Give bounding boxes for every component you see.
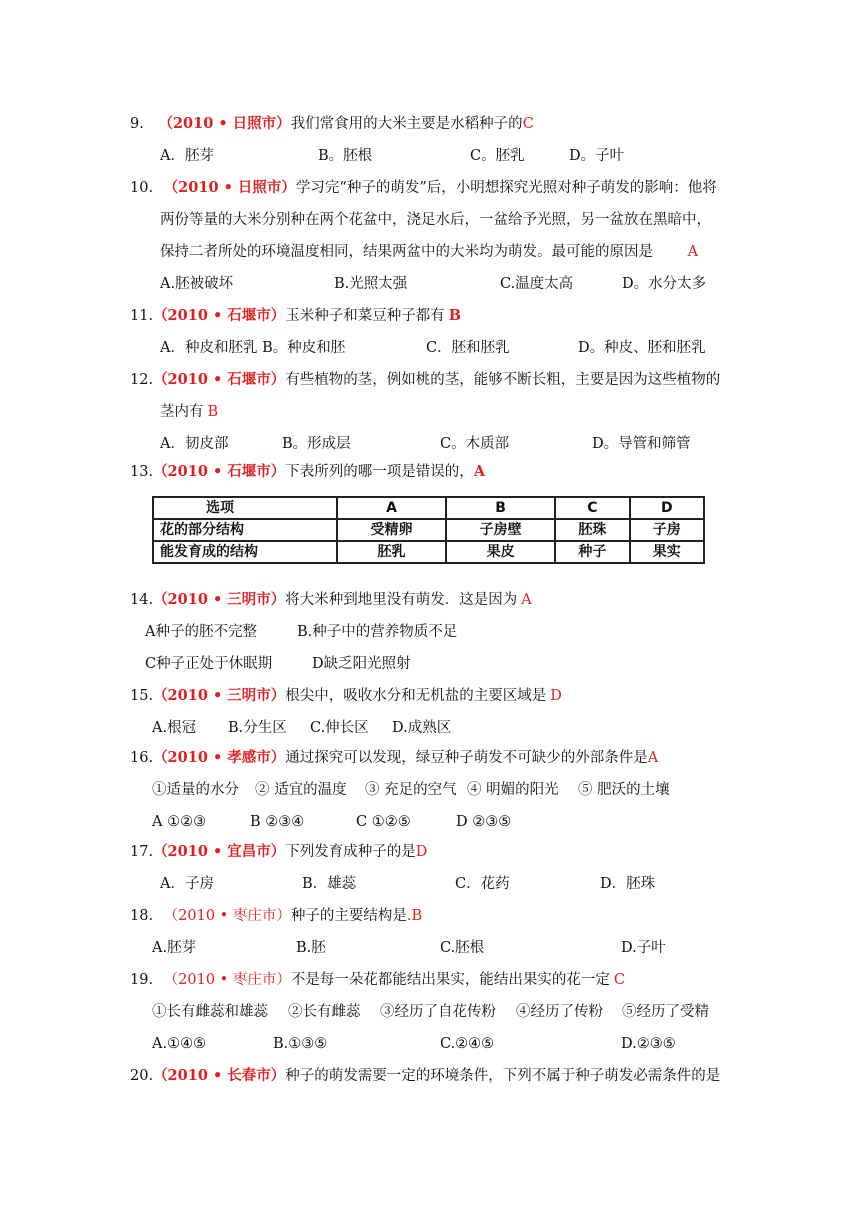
option: C种子正处于休眠期 — [145, 656, 273, 672]
option: A种子的胚不完整 — [145, 624, 257, 640]
question-stem: 种子的主要结构是 — [290, 908, 407, 924]
option: D ②③⑤ — [456, 814, 512, 830]
question-source: （2010 • 枣庄市） — [163, 972, 291, 988]
option: C.胚根 — [440, 940, 485, 956]
question-number: 17. — [130, 844, 154, 860]
table-cell: 子房 — [630, 519, 704, 541]
question-16 — [130, 748, 658, 768]
question-number: 12. — [130, 372, 154, 388]
question-number: 16. — [130, 750, 154, 766]
question-number: 15. — [130, 688, 154, 704]
option: B ②③④ — [250, 814, 305, 830]
answer: .B — [406, 908, 423, 924]
condition: ④ 明媚的阳光 — [467, 782, 559, 798]
question-stem: 下表所列的哪一项是错误的， — [285, 464, 474, 480]
question-number: 14. — [130, 592, 154, 608]
condition: ①长有雌蕊和雄蕊 — [152, 1004, 268, 1020]
answer: C — [522, 116, 534, 132]
question-10 — [130, 178, 717, 198]
question-15 — [130, 686, 562, 706]
question-source: （2010 • 日照市） — [158, 115, 291, 132]
option: A．胚芽 — [160, 148, 214, 164]
question-18 — [130, 906, 422, 926]
option: C ①②⑤ — [356, 814, 411, 830]
option: C．胚和胚乳 — [426, 340, 510, 356]
question-12 — [130, 370, 720, 390]
table-cell: 胚乳 — [337, 541, 446, 563]
table-cell: C — [555, 497, 629, 519]
question-stem: 将大米种到地里没有萌发．这是因为 — [285, 592, 518, 608]
option: D.子叶 — [621, 940, 666, 956]
question-stem: 根尖中，吸收水分和无机盐的主要区域是 — [285, 688, 547, 704]
option: C.温度太高 — [500, 276, 574, 292]
option: B。形成层 — [282, 436, 351, 452]
option: A.胚芽 — [152, 940, 197, 956]
answer: A — [473, 463, 486, 480]
table-cell: 胚珠 — [555, 519, 629, 541]
question-stem: 玉米种子和菜豆种子都有 — [285, 308, 445, 324]
option: B.光照太强 — [334, 276, 408, 292]
condition: ②长有雌蕊 — [288, 1004, 361, 1020]
question-source: （2010 • 石堰市） — [153, 307, 286, 324]
table-cell: A — [337, 497, 446, 519]
table-row — [153, 519, 704, 541]
question-stem-line-with-answer — [160, 242, 698, 262]
question-stem: 种子的萌发需要一定的环境条件，下列不属于种子萌发必需条件的是 — [285, 1068, 721, 1084]
question-source: （2010 • 枣庄市） — [163, 908, 291, 924]
answer: A — [687, 244, 699, 260]
question-stem: 通过探究可以发现，绿豆种子萌发不可缺少的外部条件是 — [285, 750, 648, 766]
answer: B — [448, 307, 462, 324]
question-13 — [130, 462, 485, 482]
table-cell: 果实 — [630, 541, 704, 563]
question-stem-line: 有些植物的茎，例如桃的茎，能够不断长粗，主要是因为这些植物的 — [285, 372, 721, 388]
option: C.②④⑤ — [440, 1036, 495, 1052]
question-source: （2010 • 石堰市） — [153, 463, 286, 480]
answer: A — [521, 592, 532, 608]
table-cell: 子房壁 — [446, 519, 555, 541]
table-row — [153, 541, 704, 563]
option: B。胚根 — [318, 148, 373, 164]
question-number: 20. — [130, 1068, 154, 1084]
option: C。胚乳 — [470, 148, 525, 164]
option: D。导管和筛管 — [592, 436, 691, 452]
table-cell: 能发育成的结构 — [153, 541, 337, 563]
option: A．种皮和胚乳 B。种皮和胚 — [160, 340, 346, 356]
option: A.胚被破坏 — [160, 276, 234, 292]
option: D。子叶 — [569, 148, 625, 164]
condition: ⑤ 肥沃的土壤 — [578, 782, 670, 798]
flower-structure-table — [152, 496, 705, 564]
question-source: （2010 • 三明市） — [153, 687, 286, 704]
condition: ④经历了传粉 — [516, 1004, 603, 1020]
condition: ③经历了自花传粉 — [380, 1004, 496, 1020]
table-cell: 种子 — [555, 541, 629, 563]
question-number: 19. — [130, 972, 154, 988]
question-source: （2010 • 石堰市） — [153, 371, 286, 388]
question-number: 9. — [130, 116, 144, 132]
question-number: 11. — [130, 308, 154, 324]
answer: D — [550, 688, 562, 704]
option: C．花药 — [455, 876, 510, 892]
option: C。木质部 — [440, 436, 510, 452]
question-17 — [130, 842, 427, 862]
question-stem-line: 两份等量的大米分别种在两个花盆中，浇足水后，一盆给予光照，另一盆放在黑暗中， — [160, 212, 711, 228]
option: D。水分太多 — [622, 276, 707, 292]
question-source: （2010 • 宜昌市） — [153, 843, 286, 860]
option: D．胚珠 — [600, 876, 656, 892]
question-stem: 我们常食用的大米主要是水稻种子的 — [290, 116, 523, 132]
table-cell: 受精卵 — [337, 519, 446, 541]
question-9 — [130, 114, 534, 134]
question-20 — [130, 1066, 720, 1086]
option: B．雄蕊 — [302, 876, 357, 892]
option: A.根冠 — [152, 720, 197, 736]
option: D缺乏阳光照射 — [312, 656, 411, 672]
question-number: 18. — [130, 908, 154, 924]
question-source: （2010 • 长春市） — [153, 1067, 286, 1084]
condition: ①适量的水分 — [152, 782, 239, 798]
table-row — [153, 497, 704, 519]
question-14 — [130, 590, 532, 610]
option: C.伸长区 — [310, 720, 369, 736]
question-stem-line: 保持二者所处的环境温度相同，结果两盆中的大米均为萌发。最可能的原因是 — [160, 244, 653, 260]
table-cell: 果皮 — [446, 541, 555, 563]
question-stem-line-with-answer — [160, 402, 218, 422]
option: A ①②③ — [152, 814, 207, 830]
question-number: 10. — [130, 180, 154, 196]
table-cell: 花的部分结构 — [153, 519, 337, 541]
option: A．子房 — [160, 876, 214, 892]
question-stem: 不是每一朵花都能结出果实，能结出果实的花一定 — [290, 972, 610, 988]
condition: ② 适宜的温度 — [255, 782, 347, 798]
question-stem-line: 茎内有 — [160, 404, 204, 420]
question-source: （2010 • 日照市） — [163, 179, 296, 196]
answer: A — [647, 750, 659, 766]
option: B.种子中的营养物质不足 — [297, 624, 458, 640]
option: B.胚 — [296, 940, 326, 956]
question-number: 13. — [130, 464, 154, 480]
option: A.①④⑤ — [152, 1036, 207, 1052]
condition: ③ 充足的空气 — [365, 782, 457, 798]
answer: B — [207, 404, 219, 420]
table-cell: D — [630, 497, 704, 519]
table-cell: 选项 — [153, 497, 337, 519]
option: A．韧皮部 — [160, 436, 229, 452]
question-stem: 下列发育成种子的是 — [285, 844, 416, 860]
option: D.成熟区 — [392, 720, 452, 736]
question-source: （2010 • 三明市） — [153, 591, 286, 608]
option: B.①③⑤ — [273, 1036, 328, 1052]
question-19 — [130, 970, 625, 990]
table-cell: B — [446, 497, 555, 519]
question-11 — [130, 306, 461, 326]
question-source: （2010 • 孝感市） — [153, 749, 286, 766]
option: D。种皮、胚和胚乳 — [578, 340, 706, 356]
option: B.分生区 — [228, 720, 287, 736]
option: D.②③⑤ — [621, 1036, 676, 1052]
condition: ⑤经历了受精 — [622, 1004, 709, 1020]
answer: D — [415, 844, 428, 860]
answer: C — [613, 972, 625, 988]
question-stem-line: 学习完“种子的萌发”后，小明想探究光照对种子萌发的影响：他将 — [295, 180, 717, 196]
